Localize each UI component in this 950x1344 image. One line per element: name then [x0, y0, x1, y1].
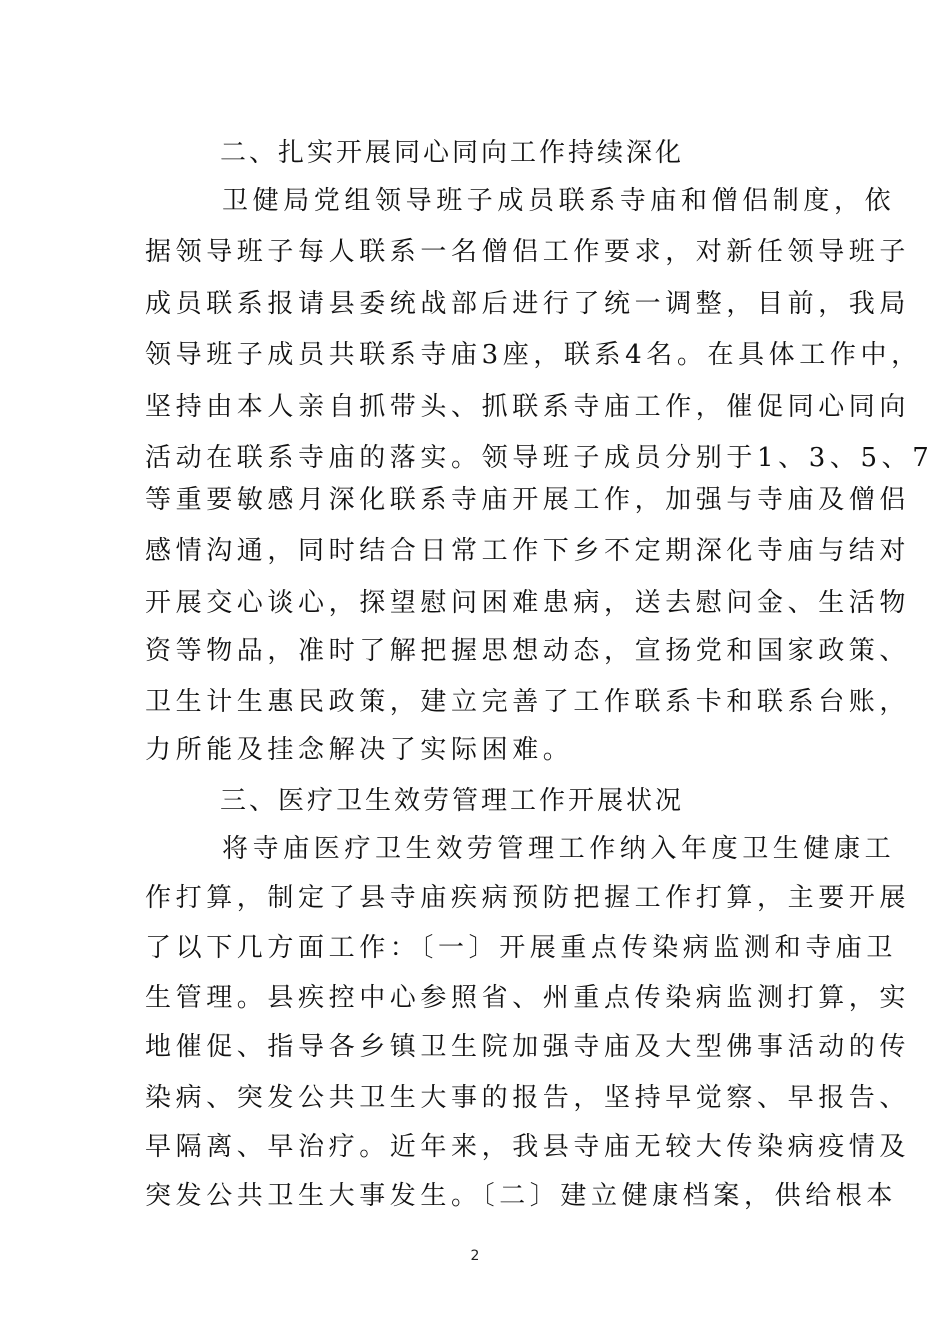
section-heading-2: 二、扎实开展同心同向工作持续深化 [220, 138, 685, 168]
page-number: 2 [470, 1248, 480, 1264]
paragraph-line: 开展交心谈心，探望慰问困难患病，送去慰问金、生活物 [145, 588, 911, 618]
paragraph-line: 地催促、指导各乡镇卫生院加强寺庙及大型佛事活动的传 [145, 1032, 911, 1062]
paragraph-line: 作打算，制定了县寺庙疾病预防把握工作打算，主要开展 [145, 883, 911, 913]
paragraph-line: 突发公共卫生大事发生。〔二〕建立健康档案，供给根本 [145, 1181, 898, 1211]
paragraph-line: 将寺庙医疗卫生效劳管理工作纳入年度卫生健康工 [222, 834, 896, 864]
paragraph-line: 感情沟通，同时结合日常工作下乡不定期深化寺庙与结对 [145, 536, 911, 566]
paragraph-line: 据领导班子每人联系一名僧侣工作要求，对新任领导班子 [145, 237, 911, 267]
paragraph-line: 生管理。县疾控中心参照省、州重点传染病监测打算，实 [145, 983, 911, 1013]
paragraph-line: 活动在联系寺庙的落实。领导班子成员分别于1、3、5、7 [145, 443, 934, 473]
paragraph-line: 卫生计生惠民政策，建立完善了工作联系卡和联系台账， [145, 687, 911, 717]
paragraph-line: 力所能及挂念解决了实际困难。 [145, 735, 574, 765]
paragraph-line: 资等物品，准时了解把握思想动态，宣扬党和国家政策、 [145, 636, 911, 666]
paragraph-line: 等重要敏感月深化联系寺庙开展工作，加强与寺庙及僧侣 [145, 485, 911, 515]
paragraph-line: 领导班子成员共联系寺庙3座，联系4名。在具体工作中， [145, 340, 922, 370]
paragraph-line: 坚持由本人亲自抓带头、抓联系寺庙工作，催促同心同向 [145, 392, 911, 422]
paragraph-line: 了以下几方面工作：〔一〕开展重点传染病监测和寺庙卫 [145, 933, 898, 963]
paragraph-line: 早隔离、早治疗。近年来，我县寺庙无较大传染病疫情及 [145, 1132, 911, 1162]
paragraph-line: 染病、突发公共卫生大事的报告，坚持早觉察、早报告、 [145, 1083, 911, 1113]
paragraph-line: 卫健局党组领导班子成员联系寺庙和僧侣制度，依 [222, 186, 896, 216]
paragraph-line: 成员联系报请县委统战部后进行了统一调整，目前，我局 [145, 289, 911, 319]
section-heading-3: 三、医疗卫生效劳管理工作开展状况 [220, 786, 685, 816]
